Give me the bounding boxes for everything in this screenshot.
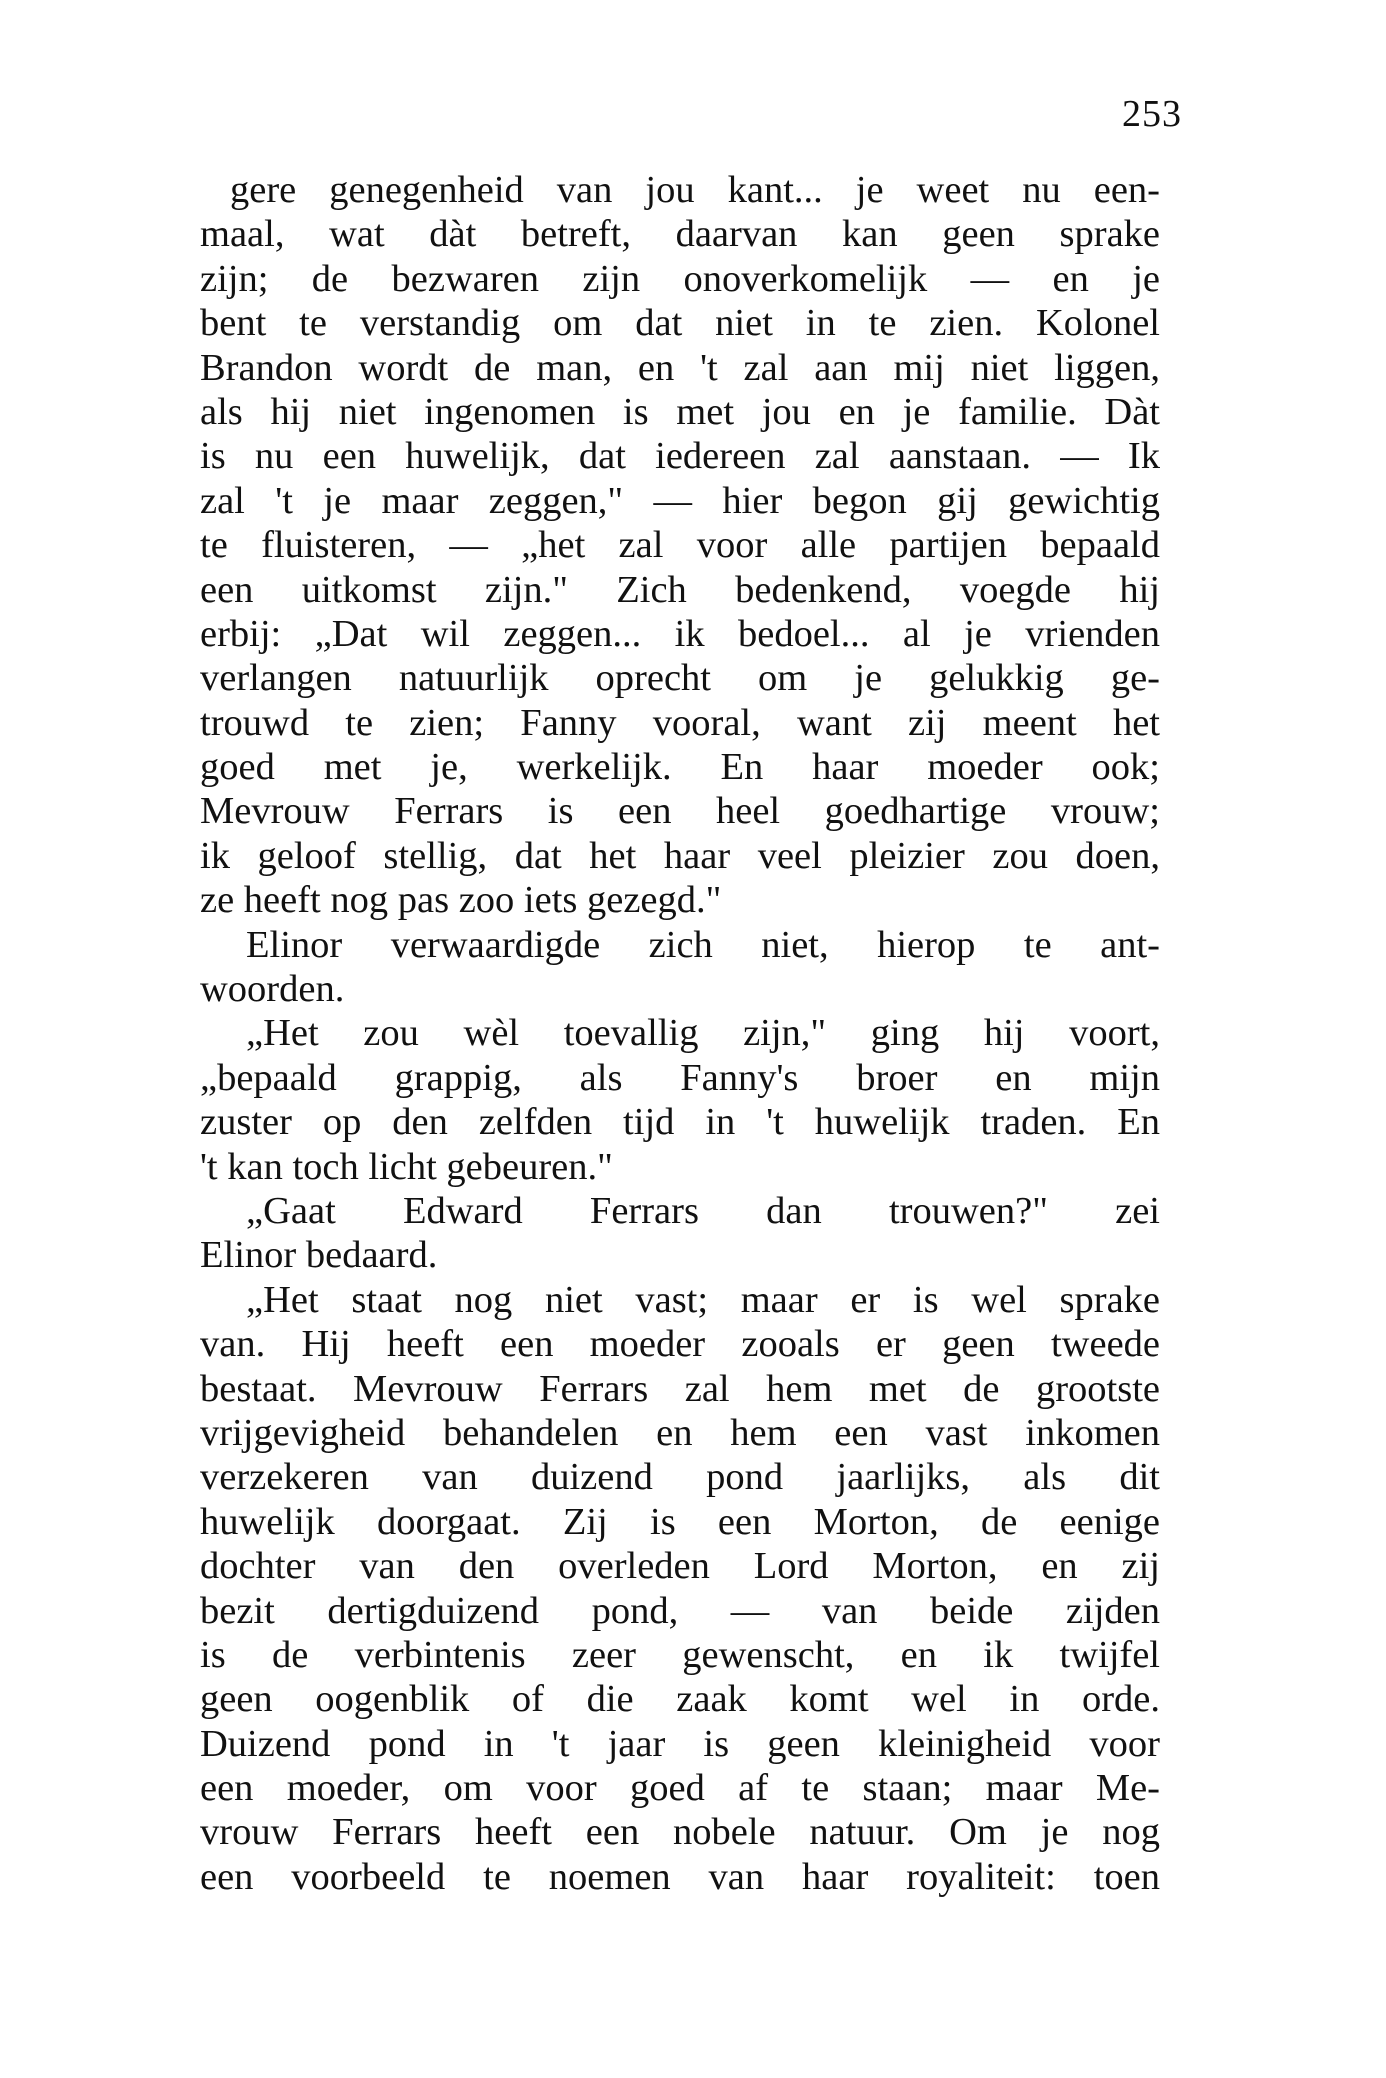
text-line: te fluisteren, — „het zal voor alle partijen bepaald [200,524,1160,567]
text-line: verlangen natuurlijk oprecht om je gelukkig ge- [200,657,1160,700]
text-line: 't kan toch licht gebeuren." [200,1145,613,1188]
text-line: vrijgevigheid behandelen en hem een vast inkomen [200,1411,1160,1454]
text-line: erbij: „Dat wil zeggen... ik bedoel... al je vrienden [200,612,1160,655]
text-line: zijn; de bezwaren zijn onoverkomelijk — en je [200,257,1160,300]
text-line: Duizend pond in 't jaar is geen kleinigheid voor [200,1722,1160,1765]
body-text [200,168,1160,1899]
text-line: „Het zou wèl toevallig zijn," ging hij voort, [246,1012,1160,1055]
text-line: huwelijk doorgaat. Zij is een Morton, de eenige [200,1500,1160,1543]
text-line: woorden. [200,968,345,1011]
text-line: dochter van den overleden Lord Morton, en zij [200,1545,1160,1588]
text-line: vrouw Ferrars heeft een nobele natuur. Om je nog [200,1811,1160,1854]
text-line: een uitkomst zijn." Zich bedenkend, voegde hij [200,568,1160,611]
text-line: als hij niet ingenomen is met jou en je familie. Dàt [200,390,1160,433]
text-line: Elinor verwaardigde zich niet, hierop te ant- [246,923,1160,966]
text-line: bent te verstandig om dat niet in te zien. Kolonel [200,302,1160,345]
text-line: Mevrouw Ferrars is een heel goedhartige vrouw; [200,790,1160,833]
text-line: bestaat. Mevrouw Ferrars zal hem met de grootste [200,1367,1160,1410]
text-line: trouwd te zien; Fanny vooral, want zij meent het [200,701,1160,744]
text-line: een voorbeeld te noemen van haar royaliteit: toen [200,1855,1160,1898]
text-line: „bepaald grappig, als Fanny's broer en mijn [200,1056,1160,1099]
text-line: ze heeft nog pas zoo iets gezegd." [200,879,722,922]
text-line: is de verbintenis zeer gewenscht, en ik twijfel [200,1633,1160,1676]
text-line: een moeder, om voor goed af te staan; maar Me- [200,1767,1160,1810]
page-number: 253 [1122,93,1182,135]
text-line: bezit dertigduizend pond, — van beide zijden [200,1589,1160,1632]
text-line: gere genegenheid van jou kant... je weet nu een- [230,169,1160,211]
text-line: Elinor bedaard. [200,1234,438,1277]
text-line: „Gaat Edward Ferrars dan trouwen?" zei [246,1189,1160,1232]
text-line: „Het staat nog niet vast; maar er is wel sprake [246,1278,1160,1321]
text-line: van. Hij heeft een moeder zooals er geen tweede [200,1323,1160,1366]
text-line: is nu een huwelijk, dat iedereen zal aanstaan. — Ik [200,435,1160,478]
text-line: Brandon wordt de man, en 't zal aan mij niet liggen, [200,346,1160,389]
text-line: zal 't je maar zeggen," — hier begon gij gewichtig [200,479,1160,522]
text-line: goed met je, werkelijk. En haar moeder ook; [200,746,1160,789]
text-line: verzekeren van duizend pond jaarlijks, als dit [200,1456,1160,1499]
text-line: ik geloof stellig, dat het haar veel pleizier zou doen, [200,834,1160,877]
text-line: zuster op den zelfden tijd in 't huwelijk traden. En [200,1101,1160,1144]
text-line: maal, wat dàt betreft, daarvan kan geen sprake [200,213,1160,256]
text-line: geen oogenblik of die zaak komt wel in orde. [200,1678,1160,1721]
